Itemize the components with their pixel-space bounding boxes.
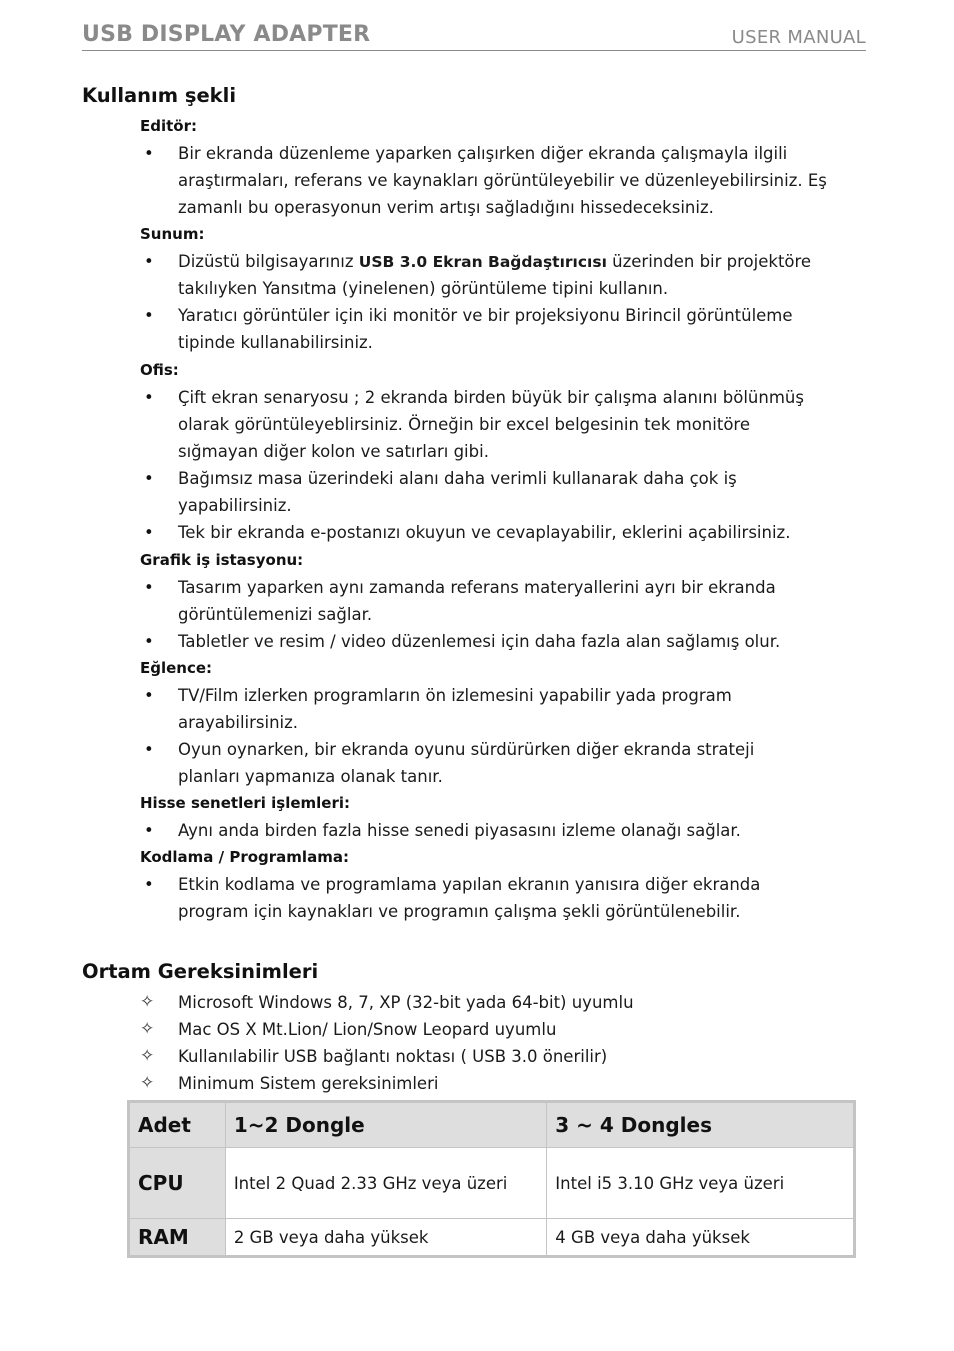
list-item-text: Tasarım yaparken aynı zamanda referans materyallerini ayrı bir ekranda (178, 578, 776, 597)
diamond-bullet-icon: ✧ (140, 1046, 155, 1066)
table-row-header-ram: RAM (129, 1219, 226, 1257)
text-run: üzerinden bir projektöre (606, 252, 812, 271)
table-row (129, 1148, 855, 1219)
subheading-hisse: Hisse senetleri işlemleri: (140, 794, 351, 812)
table-cell: 2 GB veya daha yüksek (225, 1219, 546, 1257)
table-row-header-cpu: CPU (129, 1148, 226, 1219)
bullet-icon: • (144, 306, 154, 325)
table-header-row (129, 1102, 855, 1148)
diamond-bullet-icon: ✧ (140, 1073, 155, 1093)
page-header (82, 22, 866, 51)
bullet-icon: • (144, 632, 154, 651)
table-header-cell: Adet (129, 1102, 226, 1148)
list-item-text: Etkin kodlama ve programlama yapılan ekranın yanısıra diğer ekranda (178, 875, 761, 894)
list-item-text: sığmayan diğer kolon ve satırları gibi. (178, 442, 489, 461)
bullet-icon: • (144, 252, 154, 271)
list-item-text: arayabilirsiniz. (178, 713, 299, 732)
list-item-text: planları yapmanıza olanak tanır. (178, 767, 443, 786)
list-item-text: Tabletler ve resim / video düzenlemesi için daha fazla alan sağlamış olur. (178, 632, 781, 651)
diamond-bullet-icon: ✧ (140, 992, 155, 1012)
table-cell: Intel i5 3.10 GHz veya üzeri (547, 1148, 855, 1219)
text-run: Dizüstü bilgisayarınız (178, 252, 359, 271)
list-item-text: Bağımsız masa üzerindeki alanı daha verimli kullanarak daha çok iş (178, 469, 737, 488)
header-product-title: USB DISPLAY ADAPTER (82, 22, 371, 47)
section-title-requirements: Ortam Gereksinimleri (82, 960, 319, 983)
list-item-text: yapabilirsiniz. (178, 496, 292, 515)
list-item-text: araştırmaları, referans ve kaynakları görüntüleyebilir ve düzenleyebilirsiniz. Eş (178, 171, 827, 190)
requirement-item: Microsoft Windows 8, 7, XP (32-bit yada 64-bit) uyumlu (178, 993, 634, 1012)
list-item-text: program için kaynakları ve programın çalışma şekli görüntülenebilir. (178, 902, 741, 921)
subheading-editor: Editör: (140, 117, 197, 135)
list-item-text: tipinde kullanabilirsiniz. (178, 333, 373, 352)
table-row (129, 1219, 855, 1257)
list-item-text: olarak görüntüleyeblirsiniz. Örneğin bir excel belgesinin tek monitöre (178, 415, 750, 434)
system-requirements-table (127, 1100, 856, 1258)
bullet-icon: • (144, 740, 154, 759)
header-manual-label: USER MANUAL (731, 27, 866, 48)
bullet-icon: • (144, 388, 154, 407)
diamond-bullet-icon: ✧ (140, 1019, 155, 1039)
bullet-icon: • (144, 875, 154, 894)
subheading-kodlama: Kodlama / Programlama: (140, 848, 349, 866)
list-item-text: TV/Film izlerken programların ön izlemesini yapabilir yada program (178, 686, 732, 705)
requirement-item: Kullanılabilir USB bağlantı noktası ( USB 3.0 önerilir) (178, 1047, 608, 1066)
bullet-icon: • (144, 686, 154, 705)
section-title-usage: Kullanım şekli (82, 84, 237, 107)
list-item-text: Aynı anda birden fazla hisse senedi piyasasını izleme olanağı sağlar. (178, 821, 741, 840)
bullet-icon: • (144, 144, 154, 163)
bullet-icon: • (144, 523, 154, 542)
list-item-text: Oyun oynarken, bir ekranda oyunu sürdürürken diğer ekranda strateji (178, 740, 755, 759)
bullet-icon: • (144, 469, 154, 488)
table-header-cell: 1~2 Dongle (225, 1102, 546, 1148)
subheading-ofis: Ofis: (140, 361, 179, 379)
list-item-text: Bir ekranda düzenleme yaparken çalışırken diğer ekranda çalışmayla ilgili (178, 144, 788, 163)
requirement-item: Mac OS X Mt.Lion/ Lion/Snow Leopard uyumlu (178, 1020, 557, 1039)
product-name-bold: USB 3.0 Ekran Bağdaştırıcısı (358, 253, 607, 271)
list-item-text (178, 252, 811, 271)
bullet-icon: • (144, 821, 154, 840)
table-cell: 4 GB veya daha yüksek (547, 1219, 855, 1257)
bullet-icon: • (144, 578, 154, 597)
list-item-text: Tek bir ekranda e-postanızı okuyun ve cevaplayabilir, eklerini açabilirsiniz. (178, 523, 791, 542)
list-item-text: takılıyken Yansıtma (yinelenen) görüntüleme tipini kullanın. (178, 279, 669, 298)
list-item-text: Çift ekran senaryosu ; 2 ekranda birden büyük bir çalışma alanını bölünmüş (178, 388, 804, 407)
subheading-eglence: Eğlence: (140, 659, 213, 677)
subheading-grafik: Grafik iş istasyonu: (140, 551, 304, 569)
list-item-text: görüntülemenizi sağlar. (178, 605, 373, 624)
subheading-sunum: Sunum: (140, 225, 205, 243)
list-item-text: zamanlı bu operasyonun verim artışı sağladığını hissedeceksiniz. (178, 198, 714, 217)
table-header-cell: 3 ~ 4 Dongles (547, 1102, 855, 1148)
list-item-text: Yaratıcı görüntüler için iki monitör ve bir projeksiyonu Birincil görüntüleme (178, 306, 793, 325)
requirement-item: Minimum Sistem gereksinimleri (178, 1074, 439, 1093)
table-cell: Intel 2 Quad 2.33 GHz veya üzeri (225, 1148, 546, 1219)
